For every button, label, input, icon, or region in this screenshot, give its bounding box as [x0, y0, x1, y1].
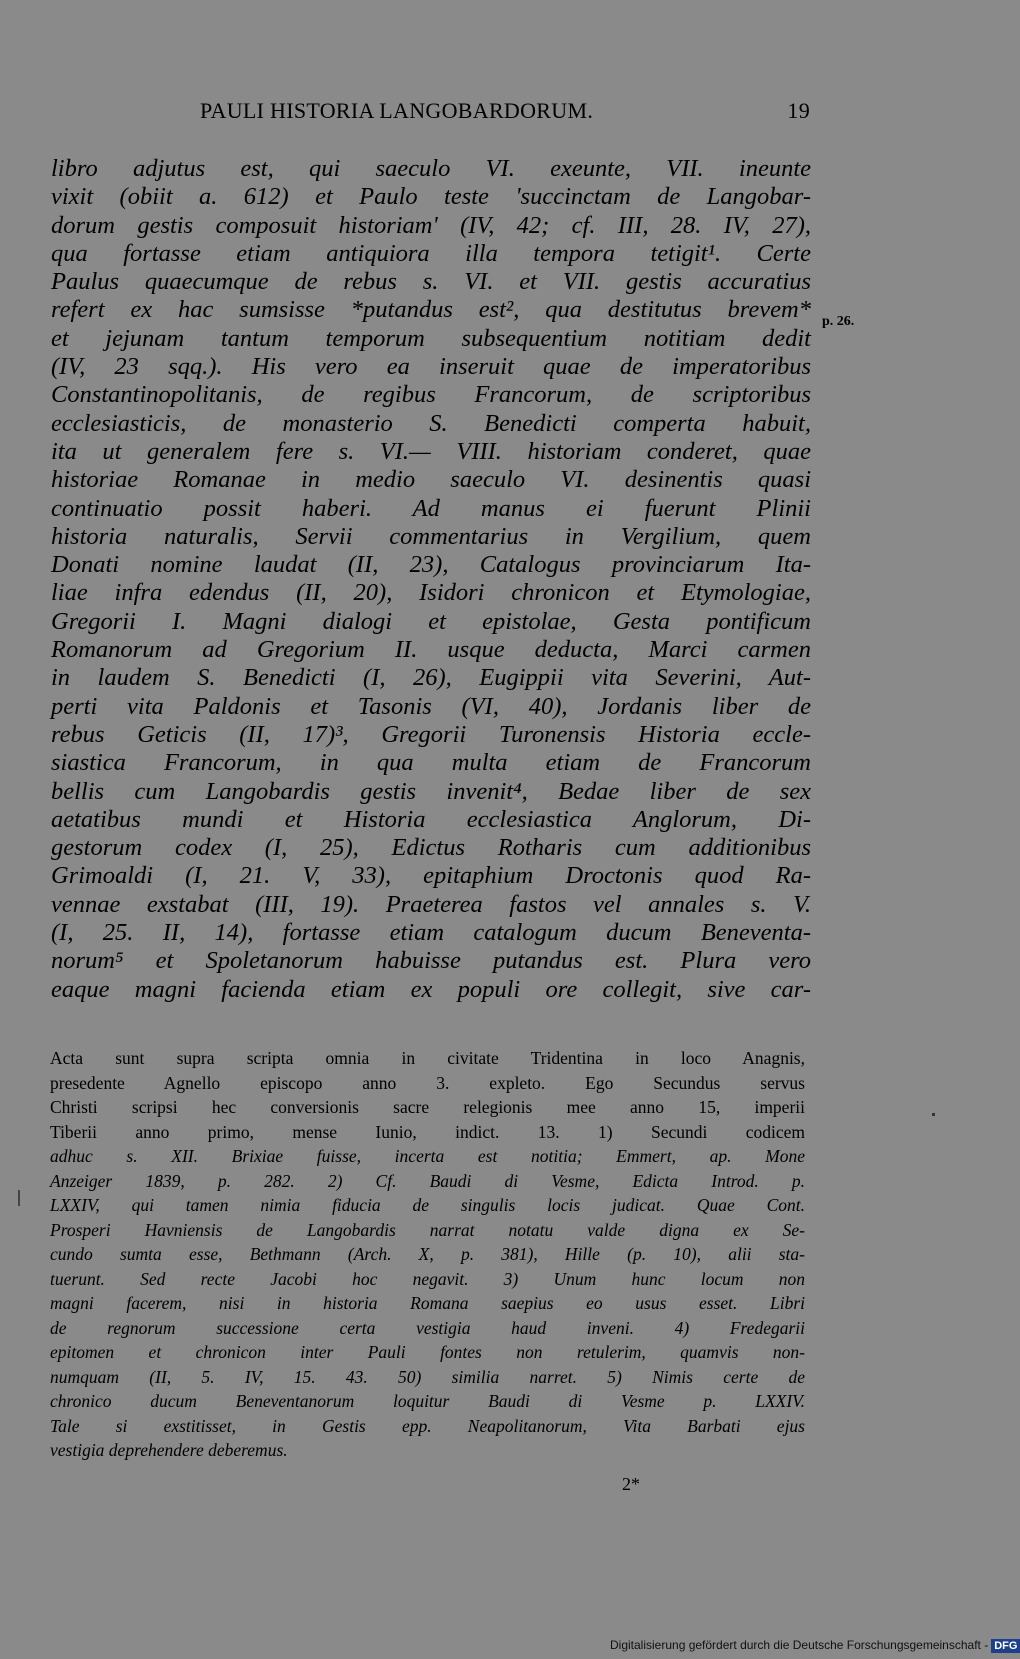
- body-line: Grimoaldi (I, 21. V, 33), epitaphium Droctonis quod Ra-: [51, 862, 811, 890]
- footnote-line: Acta sunt supra scripta omnia in civitate Tridentina in loco Anagnis,: [50, 1048, 805, 1068]
- dfg-logo: DFG: [991, 1639, 1020, 1653]
- footnote-line: vestigia deprehendere deberemus.: [50, 1440, 288, 1460]
- body-line: norum⁵ et Spoletanorum habuisse putandus est. Plura vero: [51, 947, 811, 975]
- body-line: et jejunam tantum temporum subsequentium notitiam dedit: [51, 324, 811, 352]
- body-line: bellis cum Langobardis gestis invenit⁴, Bedae liber de sex: [51, 777, 811, 805]
- footnote-line: Christi scripsi hec conversionis sacre relegionis mee anno 15, imperii: [50, 1097, 805, 1117]
- footnote-line: presedente Agnello episcopo anno 3. expleto. Ego Secundus servus: [50, 1072, 805, 1093]
- body-line: vixit (obiit a. 612) et Paulo teste 'succinctam de Langobar-: [51, 183, 811, 211]
- margin-mark: [18, 1190, 20, 1206]
- footnote-line: chronico ducum Beneventanorum loquitur Baudi di Vesme p. LXXIV.: [50, 1391, 805, 1411]
- body-line: ita ut generalem fere s. VI.— VIII. historiam conderet, quae: [51, 437, 811, 465]
- body-line: continuatio possit haberi. Ad manus ei fuerunt Plinii: [51, 494, 811, 522]
- signature-mark: 2*: [622, 1474, 640, 1494]
- page-number: 19: [787, 98, 810, 123]
- body-line: ecclesiasticis, de monasterio S. Benedicti comperta habuit,: [51, 409, 811, 437]
- body-text: [51, 155, 811, 1004]
- body-line: siastica Francorum, in qua multa etiam de Francorum: [51, 749, 811, 777]
- body-line: historiae Romanae in medio saeculo VI. desinentis quasi: [51, 466, 811, 494]
- body-line: in laudem S. Benedicti (I, 26), Eugippii vita Severini, Aut-: [51, 664, 811, 692]
- header-title: PAULI HISTORIA LANGOBARDORUM.: [200, 98, 594, 123]
- footnote-line: LXXIV, qui tamen nimia fiducia de singulis locis judicat. Quae Cont.: [50, 1195, 805, 1215]
- body-line: Donati nomine laudat (II, 23), Catalogus provinciarum Ita-: [51, 551, 811, 579]
- body-line: Romanorum ad Gregorium II. usque deducta, Marci carmen: [51, 636, 811, 664]
- digitization-credit: [610, 1638, 1020, 1653]
- footnote-line: epitomen et chronicon inter Pauli fontes non retulerim, quamvis non-: [50, 1342, 805, 1362]
- body-line: Paulus quaecumque de rebus s. VI. et VII. gestis accuratius: [51, 268, 811, 296]
- footnote-line: Tale si exstitisset, in Gestis epp. Neapolitanorum, Vita Barbati ejus: [50, 1415, 805, 1436]
- footnote-line: Tiberii anno primo, mense Iunio, indict. 13. 1) Secundi codicem: [50, 1121, 805, 1142]
- body-line: vennae exstabat (III, 19). Praeterea fastos vel annales s. V.: [51, 890, 811, 918]
- body-line: (IV, 23 sqq.). His vero ea inseruit quae de imperatoribus: [51, 353, 811, 381]
- footnote-line: tuerunt. Sed recte Jacobi hoc negavit. 3) Unum hunc locum non: [50, 1268, 805, 1289]
- body-line: (I, 25. II, 14), fortasse etiam catalogum ducum Beneventa-: [51, 919, 811, 947]
- body-line: Constantinopolitanis, de regibus Francorum, de scriptoribus: [51, 381, 811, 409]
- body-line: rebus Geticis (II, 17)³, Gregorii Turonensis Historia eccle-: [51, 720, 811, 748]
- footnote-line: Anzeiger 1839, p. 282. 2) Cf. Baudi di Vesme, Edicta Introd. p.: [50, 1170, 805, 1191]
- footnote-line: Prosperi Havniensis de Langobardis narrat notatu valde digna ex Se-: [50, 1219, 805, 1240]
- body-line: dorum gestis composuit historiam' (IV, 42; cf. III, 28. IV, 27),: [51, 211, 811, 239]
- footnote-line: magni facerem, nisi in historia Romana saepius eo usus esset. Libri: [50, 1293, 805, 1313]
- body-line: libro adjutus est, qui saeculo VI. exeunte, VII. ineunte: [51, 155, 811, 182]
- margin-page-reference: p. 26.: [822, 314, 855, 329]
- speck-mark: [932, 1113, 935, 1116]
- body-line: historia naturalis, Servii commentarius in Vergilium, quem: [51, 522, 811, 550]
- body-line: perti vita Paldonis et Tasonis (VI, 40), Jordanis liber de: [51, 692, 811, 720]
- footnote-line: de regnorum successione certa vestigia haud inveni. 4) Fredegarii: [50, 1317, 805, 1338]
- body-line: refert ex hac sumsisse *putandus est², qua destitutus brevem*: [51, 296, 811, 324]
- footnotes: [50, 1046, 805, 1463]
- body-line: aetatibus mundi et Historia ecclesiastica Anglorum, Di-: [51, 805, 811, 833]
- body-line: eaque magni facienda etiam ex populi ore collegit, sive car-: [51, 975, 811, 1003]
- body-line: gestorum codex (I, 25), Edictus Rotharis cum additionibus: [51, 834, 811, 862]
- footnote-line: cundo sumta esse, Bethmann (Arch. X, p. 381), Hille (p. 10), alii sta-: [50, 1244, 805, 1264]
- body-line: Gregorii I. Magni dialogi et epistolae, Gesta pontificum: [51, 607, 811, 635]
- body-line: liae infra edendus (II, 20), Isidori chronicon et Etymologiae,: [51, 579, 811, 607]
- credit-text: Digitalisierung gefördert durch die Deutsche Forschungsgemeinschaft -: [610, 1638, 989, 1653]
- footnote-line: adhuc s. XII. Brixiae fuisse, incerta est notitia; Emmert, ap. Mone: [50, 1146, 805, 1166]
- body-line: qua fortasse etiam antiquiora illa tempora tetigit¹. Certe: [51, 239, 811, 267]
- footnote-line: numquam (II, 5. IV, 15. 43. 50) similia narret. 5) Nimis certe de: [50, 1366, 805, 1387]
